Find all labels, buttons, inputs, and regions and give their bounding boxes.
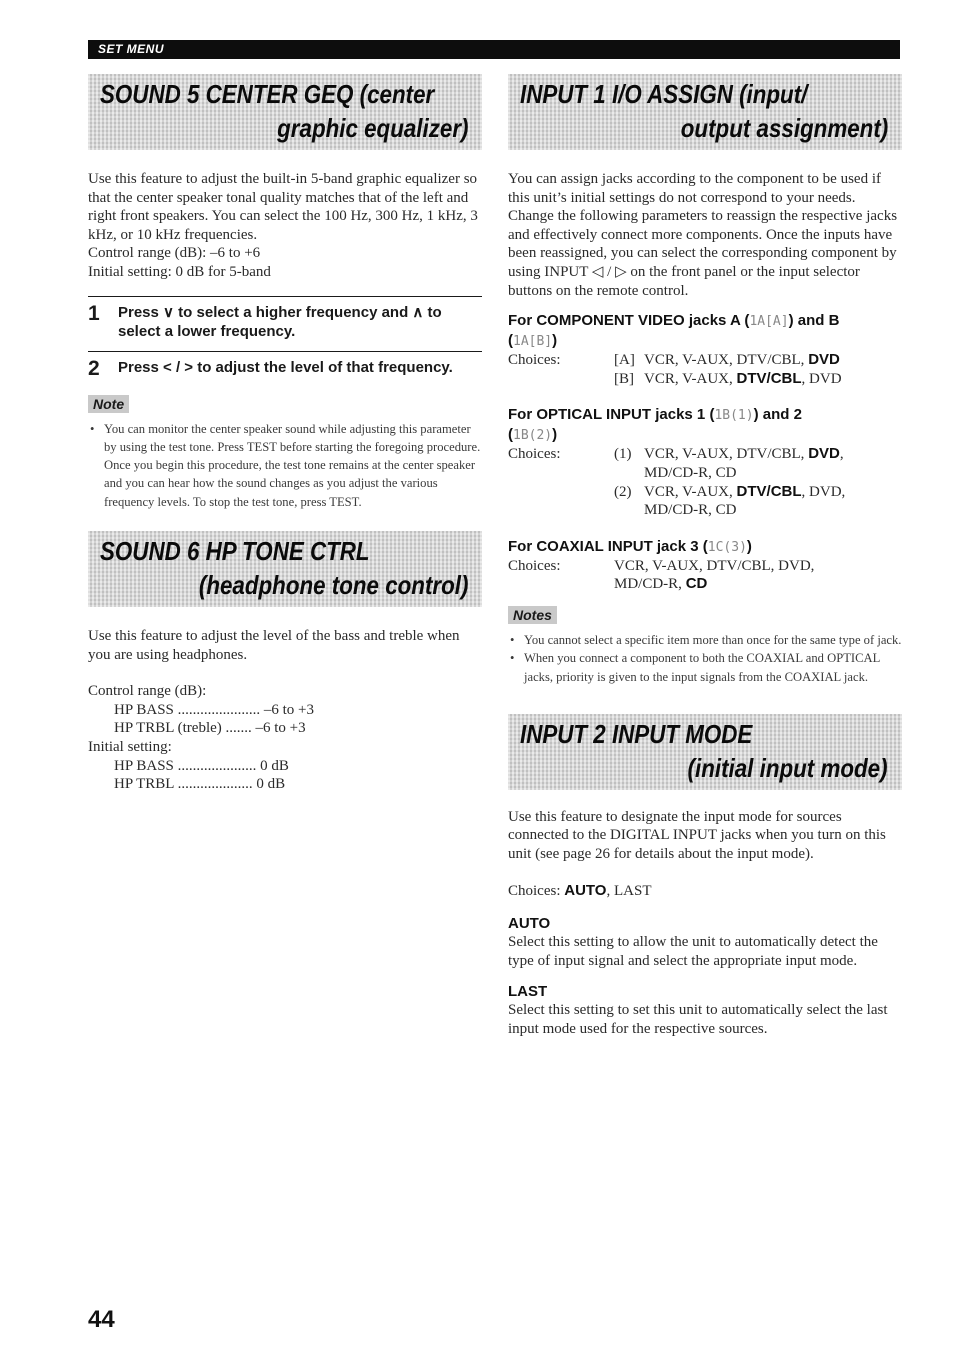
input1-intro: You can assign jacks according to the component to be used if this unit’s initial settings do not correspond to your needs. Change the following parameters to reassign the respective jacks and effectively connect more components. Once the inputs have been reassigned, you can select the corresponding component by using INPUT ◁ / ▷ on the front panel or the input selector buttons on the remote control.	[508, 171, 898, 299]
right-column	[508, 74, 902, 1039]
input1-title-line2: output assignment)	[680, 113, 888, 143]
opt-choice-2	[508, 483, 902, 520]
step-1-text: Press ∨ to select a higher frequency and ∧ to select a lower frequency.	[118, 303, 442, 341]
step-2-number: 2	[88, 356, 100, 380]
control-range-label: Control range (dB):	[88, 683, 207, 700]
input1-note-list	[508, 631, 902, 686]
sound5-intro: Use this feature to adjust the built-in 5-band graphic equalizer so that the center speaker tonal quality matches that of the left and right front speakers. You can select the 100 Hz, 300 Hz, 1 kHz, 3 kHz, or 10 kHz frequencies.	[88, 171, 478, 243]
opt-2-index: (2)	[614, 483, 632, 500]
sound6-title-line1: SOUND 6 HP TONE CTRL	[100, 536, 370, 567]
sound5-initial-setting: Initial setting: 0 dB for 5-band	[88, 263, 271, 280]
opt-heading-text: For OPTICAL INPUT jacks 1 (	[508, 406, 715, 424]
sound6-title-line2: (headphone tone control)	[198, 570, 468, 601]
coax-default: CD	[685, 575, 708, 593]
coax-line2: MD/CD-R,	[614, 576, 686, 593]
range-hp-bass: HP BASS ...................... –6 to +3	[114, 701, 315, 718]
input2-choices-post: , LAST	[606, 882, 652, 899]
cv-a-index: [A]	[614, 352, 635, 369]
coax-heading-text: For COAXIAL INPUT jack 3 (	[508, 537, 708, 555]
input1-note-1: • You cannot select a specific item more than once for the same type of jack.	[508, 631, 902, 649]
init-hp-bass: HP BASS ..................... 0 dB	[114, 757, 289, 774]
input1-title-line1: INPUT 1 I/O ASSIGN (input/	[520, 79, 808, 109]
cv-choice-a	[508, 351, 902, 370]
opt-heading-mid: ) and 2	[753, 406, 802, 424]
opt-lcd-2: 1B(2)	[513, 428, 553, 444]
opt-choices-label: Choices:	[508, 446, 561, 463]
optical-heading: For OPTICAL INPUT jacks 1 (1B(1)) and 2 (1B(2))	[508, 406, 802, 444]
coax-heading-close: )	[746, 537, 752, 555]
cv-heading-mid: ) and B	[788, 312, 840, 330]
sound5-note: • You can monitor the center speaker sound while adjusting this parameter by using the test tone. Press TEST before starting the foregoing procedure. Once you begin this procedure, the test tone remains at the center speaker and you can hear how the sound changes as you adjust the various frequency levels. To stop the test tone, press TEST.	[88, 420, 482, 511]
sound5-note-list	[88, 420, 482, 511]
cv-heading-close: )	[552, 332, 558, 350]
sound6-intro: Use this feature to adjust the level of the bass and treble when you are using headphones.	[88, 628, 460, 663]
step-1	[88, 296, 482, 342]
init-hp-trbl: HP TRBL .................... 0 dB	[114, 776, 286, 793]
input2-title-banner	[508, 714, 902, 790]
opt-1-text: VCR, V-AUX, DTV/CBL,	[644, 446, 809, 463]
input2-default: AUTO	[564, 881, 607, 899]
coaxial-heading	[508, 537, 902, 557]
cv-b-text: VCR, V-AUX,	[644, 370, 737, 387]
input1-note-2: • When you connect a component to both the COAXIAL and OPTICAL jacks, priority is given to the input signals from the COAXIAL jack.	[508, 649, 902, 686]
opt-2-line2: MD/CD-R, CD	[644, 502, 737, 519]
cv-lcd-a: 1A[A]	[749, 314, 789, 330]
section-header-bar	[88, 40, 900, 59]
cv-b-default: DTV/CBL	[736, 369, 802, 387]
note-badge: Note	[88, 395, 129, 413]
input2-choices	[508, 882, 902, 901]
opt-1-index: (1)	[614, 446, 632, 463]
cv-heading-text: For COMPONENT VIDEO jacks A (	[508, 312, 750, 330]
step-2-text: Press < / > to adjust the level of that frequency.	[118, 358, 453, 376]
opt-heading-close: )	[552, 426, 558, 444]
opt-2-default: DTV/CBL	[736, 482, 802, 500]
input2-choices-label: Choices:	[508, 882, 565, 899]
sound5-title-banner	[88, 74, 482, 150]
auto-heading: AUTO	[508, 915, 551, 933]
coax-choice	[508, 557, 902, 594]
sound5-title-line2: graphic equalizer)	[276, 113, 468, 143]
step-2	[88, 351, 482, 379]
opt-2-post: , DVD,	[801, 483, 846, 500]
section-label: SET MENU	[98, 42, 165, 56]
sound6-title-banner	[88, 531, 482, 607]
sound5-control-range: Control range (dB): –6 to +6	[88, 245, 261, 262]
cv-choices-label: Choices:	[508, 352, 561, 369]
cv-a-text: VCR, V-AUX, DTV/CBL,	[644, 352, 809, 369]
coax-lcd: 1C(3)	[707, 539, 747, 555]
input2-title-line1: INPUT 2 INPUT MODE	[520, 718, 753, 749]
cv-b-index: [B]	[614, 370, 634, 387]
sound5-title-line1: SOUND 5 CENTER GEQ (center	[100, 79, 435, 109]
page-number: 44	[88, 1306, 115, 1333]
opt-choice-1: Choices: (1) VCR, V-AUX, DTV/CBL, DVD, MD/CD-R, CD	[508, 445, 844, 481]
auto-text: Select this setting to allow the unit to automatically detect the type of input signal and select the appropriate input mode.	[508, 934, 878, 969]
cv-a-default: DVD	[808, 351, 840, 369]
opt-1-default: DVD	[808, 445, 840, 463]
opt-2-text: VCR, V-AUX,	[644, 483, 737, 500]
left-column	[88, 74, 482, 794]
opt-1-line2: MD/CD-R, CD	[644, 464, 737, 481]
notes-badge: Notes	[508, 606, 557, 624]
component-video-heading: For COMPONENT VIDEO jacks A (1A[A]) and B (1A[B])	[508, 312, 840, 350]
last-text: Select this setting to set this unit to automatically select the last input mode used for the respective sources.	[508, 1002, 888, 1037]
input2-title-line2: (initial input mode)	[688, 752, 888, 783]
range-hp-trbl: HP TRBL (treble) ....... –6 to +3	[114, 720, 306, 737]
last-heading: LAST	[508, 983, 548, 1001]
cv-b-post: , DVD	[801, 370, 842, 387]
coax-choices-label: Choices:	[508, 557, 561, 574]
cv-lcd-b: 1A[B]	[513, 334, 553, 350]
cv-choice-b	[508, 370, 902, 389]
sound6-settings	[88, 682, 482, 794]
opt-lcd-1: 1B(1)	[714, 408, 754, 424]
input1-title-banner	[508, 74, 902, 150]
initial-setting-label: Initial setting:	[88, 739, 172, 756]
step-1-number: 1	[88, 301, 100, 325]
coax-line1: VCR, V-AUX, DTV/CBL, DVD,	[614, 557, 815, 574]
input2-intro: Use this feature to designate the input mode for sources connected to the DIGITAL INPUT jacks when you turn on this unit (see page 26 for details about the input mode).	[508, 808, 886, 862]
